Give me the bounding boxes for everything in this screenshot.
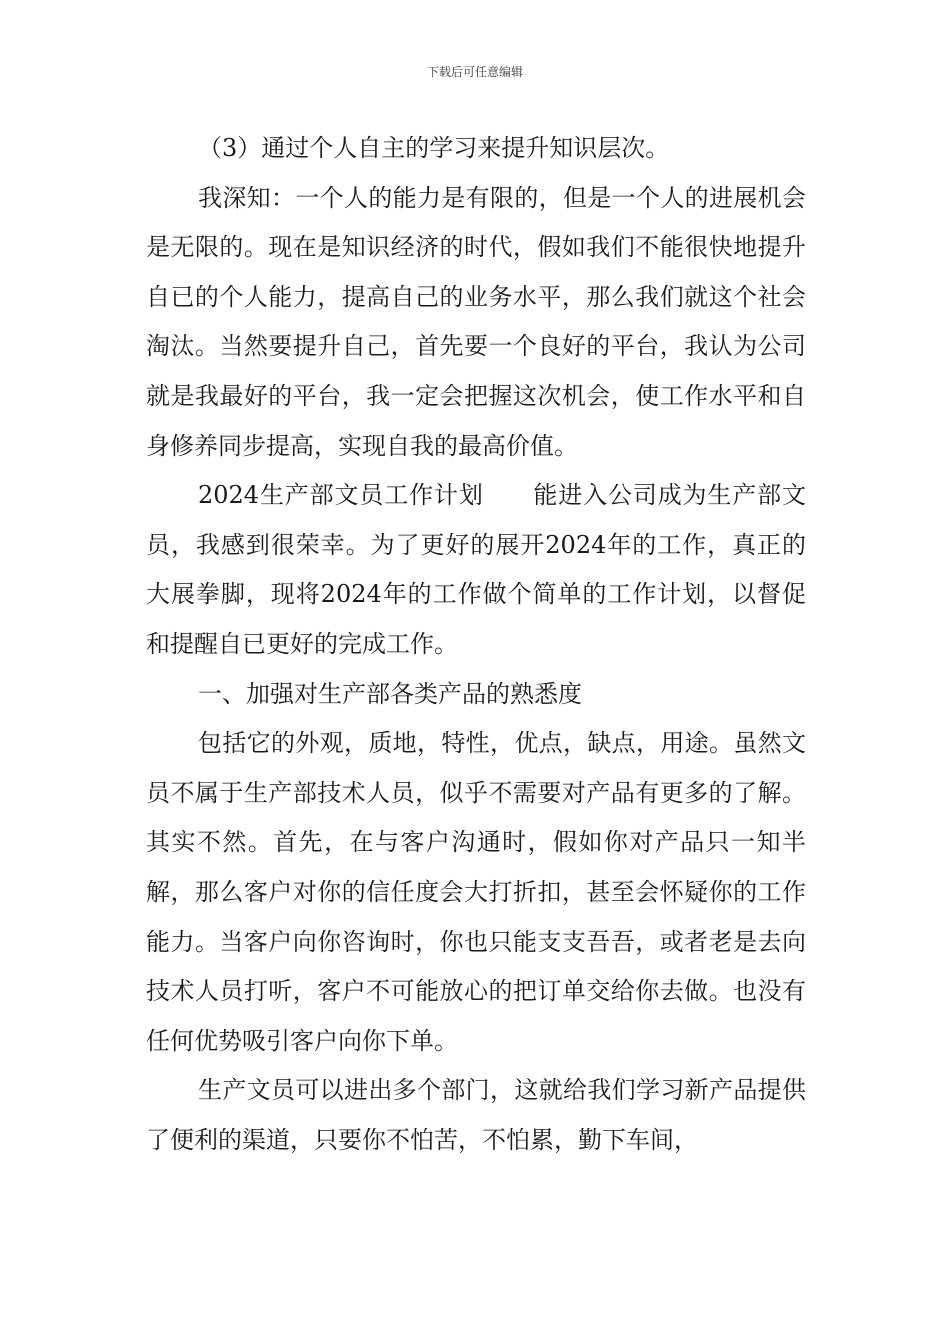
paragraph-production-clerk: 生产文员可以进出多个部门，这就给我们学习新产品提供了便利的渠道，只要你不怕苦，不怕累，勤下车间，: [146, 1076, 806, 1154]
page-header-note: 下载后可任意编辑: [426, 65, 523, 79]
paragraph-product-knowledge: 包括它的外观，质地，特性，优点，缺点，用途。虽然文员不属于生产部技术人员，似乎不需要对产品有更多的了解。其实不然。首先，在与客户沟通时，假如你对产品只一知半解，那么客户对你的信任度会大打折扣，甚至会怀疑你的工作能力。当客户向你咨询时，你也只能支支吾吾，或者老是去向技术人员打听，客户不可能放心的把订单交给你去做。也没有任何优势吸引客户向你下单。: [146, 729, 806, 1055]
paragraph-self-improvement: 我深知：一个人的能力是有限的，但是一个人的进展机会是无限的。现在是知识经济的时代，假如我们不能很快地提升自已的个人能力，提高自己的业务水平，那么我们就这个社会淘汰。当然要提升自己，首先要一个良好的平台，我认为公司就是我最好的平台，我一定会把握这次机会，使工作水平和自身修养同步提高，实现自我的最高价值。: [146, 183, 806, 460]
document-body: [146, 124, 806, 1165]
section-heading-product-familiarity: 一、加强对生产部各类产品的熟悉度: [198, 679, 582, 708]
paragraph-work-plan-intro: 2024生产部文员工作计划 能进入公司成为生产部文员，我感到很荣幸。为了更好的展开2024年的工作，真正的大展拳脚，现将2024年的工作做个简单的工作计划，以督促和提醒自已更好的完成工作。: [146, 481, 806, 658]
paragraph-learning: （3）通过个人自主的学习来提升知识层次。: [198, 134, 670, 162]
